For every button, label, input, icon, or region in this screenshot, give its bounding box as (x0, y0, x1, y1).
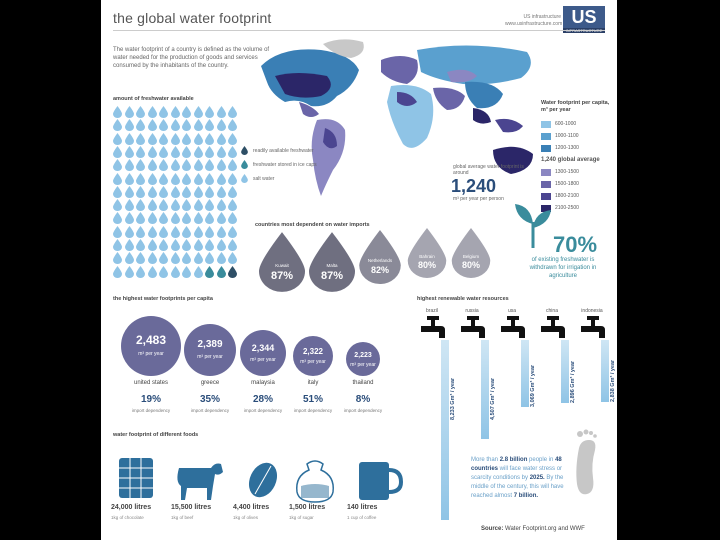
food-label: 1kg of chocolate (111, 515, 144, 520)
water-drop-icon (159, 133, 168, 145)
source-text: Water Footprint.org and WWF (505, 526, 585, 532)
water-drop-icon (136, 252, 145, 264)
water-drop-icon (217, 106, 226, 118)
foods-title: water footprint of different foods (113, 432, 199, 438)
water-drop-icon (194, 252, 203, 264)
renewable-country: china (546, 308, 558, 314)
water-drop-icon (136, 212, 145, 224)
water-drop-icon (205, 226, 214, 238)
water-drop-icon (136, 106, 145, 118)
water-stream (601, 340, 609, 402)
water-drop-icon (182, 173, 191, 185)
water-drop-icon (148, 239, 157, 251)
water-drop-icon (217, 266, 226, 278)
water-drop-icon (148, 159, 157, 171)
import-country: Netherlands (367, 258, 393, 264)
water-stream (481, 340, 489, 439)
coffee-cup-icon (359, 462, 401, 500)
water-drop-icon (194, 133, 203, 145)
import-drop-icon (359, 230, 401, 284)
footprints-title: the highest water footprints per capita (113, 296, 213, 302)
water-drop-icon (136, 146, 145, 158)
renewable-country: indonesia (581, 308, 603, 314)
water-drop-icon (125, 159, 134, 171)
legend-ice-caps: freshwater stored in ice caps (253, 162, 317, 168)
water-drop-icon (182, 106, 191, 118)
footprint-value: 2,483 (135, 332, 167, 347)
footprint-dep-label: import dependency (190, 408, 230, 413)
renewable-country: brazil (426, 308, 438, 314)
water-drop-icon (228, 212, 237, 224)
water-drop-icon (182, 252, 191, 264)
scarcity-text-d: By the middle of the century, this will have reached almost (471, 475, 564, 499)
imports-title: countries most dependent on water imports (255, 222, 370, 228)
tap-icon (541, 316, 565, 342)
map-legend-item (541, 156, 617, 166)
legend-swatch (541, 169, 551, 176)
water-drop-icon (217, 252, 226, 264)
water-drop-icon (194, 119, 203, 131)
tap-icon (461, 316, 485, 342)
drop-icon (241, 146, 248, 155)
legend-swatch (541, 145, 551, 152)
drop-icon (241, 160, 248, 169)
import-drop-icon (407, 228, 447, 278)
water-drop-icon (228, 133, 237, 145)
footprint-country: thailand (352, 380, 374, 386)
renewable-value: 4,507 Gm³ / year (490, 377, 496, 420)
footprint-dep-pct: 19% (140, 394, 161, 405)
drop-icon (241, 174, 248, 183)
water-drop-icon (205, 119, 214, 131)
water-drop-icon (113, 146, 122, 158)
olive-icon (244, 458, 283, 502)
water-drop-icon (113, 159, 122, 171)
water-drop-icon (194, 146, 203, 158)
water-drop-icon (171, 226, 180, 238)
renewable-country: usa (507, 308, 517, 314)
water-drop-icon (182, 119, 191, 131)
legend-salt-water: salt water (253, 176, 275, 182)
import-country: Bahrain (419, 254, 435, 259)
footprints-row (101, 300, 411, 420)
chocolate-icon (119, 458, 153, 498)
water-drop-icon (148, 212, 157, 224)
footprint-dep-pct: 35% (199, 394, 220, 405)
footprint-value: 2,344 (251, 342, 275, 353)
water-drop-icon (194, 266, 203, 278)
water-drop-icon (148, 266, 157, 278)
water-drop-icon (217, 226, 226, 238)
water-drop-icon (159, 106, 168, 118)
water-drop-icon (171, 133, 180, 145)
water-drop-icon (125, 226, 134, 238)
footprint-dep-label: import dependency (131, 408, 171, 413)
water-stream (521, 340, 529, 407)
scarcity-bold-3: 2025. (529, 475, 545, 481)
water-drop-icon (182, 159, 191, 171)
water-drop-icon (171, 146, 180, 158)
water-drop-icon (217, 159, 226, 171)
page-title: the global water footprint (113, 10, 272, 26)
food-value: 4,400 litres (233, 504, 270, 511)
water-drop-icon (125, 239, 134, 251)
scarcity-text-c: will face water stress or scarcity conditions by (471, 466, 563, 481)
water-drop-icon (125, 266, 134, 278)
water-drop-icon (171, 119, 180, 131)
water-drop-icon (228, 106, 237, 118)
scarcity-bold-1: 2.8 billion (499, 457, 528, 463)
water-drop-icon (136, 199, 145, 211)
food-labels (101, 500, 421, 530)
logo-caption: US infrastructure www.usinfrastructure.com (505, 14, 563, 27)
water-drop-icon (228, 199, 237, 211)
legend-swatch (541, 133, 551, 140)
import-drop-icon (309, 232, 355, 292)
tap-icon (501, 316, 525, 342)
footprint-dep-pct: 28% (252, 394, 273, 405)
water-drop-icon (228, 226, 237, 238)
global-average-unit: m³ per year per person (453, 196, 504, 202)
water-drop-icon (171, 173, 180, 185)
water-stream (441, 340, 449, 520)
water-drop-icon (217, 173, 226, 185)
water-drop-icon (182, 266, 191, 278)
scarcity-bold-4: 7 billion. (513, 493, 539, 499)
infographic-sheet (101, 0, 617, 540)
water-drop-icon (228, 159, 237, 171)
water-drop-icon (171, 186, 180, 198)
renewable-value: 3,069 Gm³ / year (530, 364, 536, 408)
food-value: 15,500 litres (171, 504, 212, 511)
water-drop-icon (205, 239, 214, 251)
renewable-value: 8,233 Gm³ / year (450, 377, 456, 420)
water-drop-icon (205, 146, 214, 158)
global-average-label: global average water footprint is around (453, 164, 524, 176)
water-drop-icon (125, 119, 134, 131)
water-drop-icon (136, 226, 145, 238)
water-drop-icon (182, 212, 191, 224)
freshwater-title: amount of freshwater available (113, 96, 194, 102)
water-drop-icon (113, 119, 122, 131)
map-legend-item (541, 144, 617, 154)
water-drop-icon (228, 173, 237, 185)
food-label: 1 cup of coffee (347, 515, 377, 520)
water-drop-icon (194, 186, 203, 198)
water-drop-icon (113, 173, 122, 185)
water-drop-icon (205, 252, 214, 264)
water-drop-icon (205, 186, 214, 198)
water-drop-icon (217, 146, 226, 158)
water-drop-icon (205, 106, 214, 118)
water-drop-icon (159, 199, 168, 211)
water-drop-icon (228, 266, 237, 278)
water-drop-icon (217, 133, 226, 145)
renewable-value: 2,896 Gm³ / year (570, 361, 576, 404)
import-pct: 80% (417, 260, 436, 270)
water-drop-icon (113, 226, 122, 238)
legend-label: 1300-1500 (555, 169, 579, 175)
import-pct: 87% (320, 270, 344, 283)
water-drop-icon (125, 212, 134, 224)
footprint-unit: m³ per year (138, 350, 164, 357)
water-drop-icon (205, 199, 214, 211)
water-drop-icon (182, 199, 191, 211)
footprint-dep-label: import dependency (343, 408, 383, 413)
water-drop-icon (171, 239, 180, 251)
water-drop-icon (136, 133, 145, 145)
water-drop-icon (148, 106, 157, 118)
water-drop-icon (113, 266, 122, 278)
map-legend-item (541, 132, 617, 142)
water-drop-icon (125, 173, 134, 185)
sugar-bag-icon (297, 461, 334, 502)
freshwater-drop-grid (113, 106, 243, 282)
legend-label: 2100-2500 (555, 205, 579, 211)
footprint-value: 2,389 (197, 338, 223, 350)
footprint-circle (346, 342, 380, 376)
water-drop-icon (136, 186, 145, 198)
water-drop-icon (148, 252, 157, 264)
water-drop-icon (148, 226, 157, 238)
water-drop-icon (228, 119, 237, 131)
global-average-value: 1,240 (451, 176, 497, 196)
water-drop-icon (159, 159, 168, 171)
renewable-title: highest renewable water resources (417, 296, 509, 302)
water-drop-icon (194, 106, 203, 118)
import-country: Belgium (462, 254, 480, 259)
water-drop-icon (171, 199, 180, 211)
map-legend-item (541, 168, 617, 178)
plant-icon (513, 200, 553, 250)
footprint-unit: m³ per year (197, 354, 223, 361)
water-drop-icon (205, 133, 214, 145)
source-label: Source: (481, 526, 504, 532)
food-label: 1kg of olives (233, 515, 259, 520)
water-drop-icon (194, 173, 203, 185)
water-drop-icon (171, 212, 180, 224)
water-drop-icon (148, 146, 157, 158)
water-drop-icon (205, 266, 214, 278)
legend-label: 1,240 global average (541, 157, 600, 163)
water-drop-icon (159, 146, 168, 158)
water-drop-icon (125, 106, 134, 118)
footprint-circle (240, 330, 286, 376)
water-drop-icon (217, 186, 226, 198)
water-drop-icon (159, 252, 168, 264)
water-drop-icon (159, 119, 168, 131)
water-drop-icon (194, 199, 203, 211)
legend-label: 1000-1100 (555, 133, 579, 139)
water-drop-icon (136, 159, 145, 171)
water-drop-icon (228, 239, 237, 251)
tap-icon (581, 316, 605, 342)
import-pct: 80% (461, 260, 480, 270)
water-drop-icon (125, 133, 134, 145)
water-drop-icon (217, 212, 226, 224)
water-drop-icon (125, 186, 134, 198)
water-drop-icon (182, 146, 191, 158)
water-drop-icon (113, 199, 122, 211)
water-drop-icon (148, 133, 157, 145)
water-drop-icon (125, 252, 134, 264)
agriculture-text: of existing freshwater is withdrawn for irrigation in agriculture (529, 257, 597, 279)
legend-swatch (541, 121, 551, 128)
water-drop-icon (113, 212, 122, 224)
legend-swatch (541, 193, 551, 200)
water-drop-icon (228, 146, 237, 158)
footprint-country: greece (200, 380, 220, 386)
footprint-dep-label: import dependency (293, 408, 333, 413)
tap-icon (421, 316, 445, 342)
water-drop-icon (182, 239, 191, 251)
legend-label: 1500-1800 (555, 181, 579, 187)
water-drop-icon (171, 159, 180, 171)
import-drop-icon (259, 232, 305, 292)
water-drop-icon (217, 199, 226, 211)
food-label: 1kg of sugar (289, 515, 314, 520)
water-drop-icon (159, 266, 168, 278)
renewable-country: russia (465, 308, 479, 314)
legend-swatch (541, 181, 551, 188)
water-drop-icon (113, 133, 122, 145)
water-drop-icon (171, 252, 180, 264)
agriculture-pct: 70% (553, 232, 598, 257)
water-drop-icon (182, 226, 191, 238)
footprint-dep-label: import dependency (243, 408, 283, 413)
import-pct: 87% (270, 270, 294, 283)
intro-text: The water footprint of a country is defined as the volume of water needed for the production of goods and services consumed by the inhabitants of the country. (113, 47, 270, 69)
legend-label: 1200-1300 (555, 145, 579, 151)
footprint-dep-pct: 8% (355, 394, 371, 405)
water-drop-icon (171, 106, 180, 118)
import-country: Malta (326, 263, 338, 269)
water-drop-icon (205, 159, 214, 171)
water-drop-icon (136, 173, 145, 185)
legend-label: 1800-2100 (555, 193, 579, 199)
water-drop-icon (125, 146, 134, 158)
water-drop-icon (113, 186, 122, 198)
water-drop-icon (182, 133, 191, 145)
scarcity-bold-2: 48 countries (471, 457, 562, 472)
water-drop-icon (194, 239, 203, 251)
scarcity-text-b: people in (527, 457, 556, 463)
water-drop-icon (159, 239, 168, 251)
renewable-value: 2,838 Gm³ / year (610, 359, 616, 403)
water-drop-icon (159, 173, 168, 185)
water-drop-icon (113, 106, 122, 118)
water-drop-icon (171, 266, 180, 278)
footprint-circle (184, 324, 236, 376)
footprint-value: 2,223 (354, 351, 372, 359)
footprint-unit: m³ per year (250, 356, 276, 363)
legend-readily-available: readily available freshwater (253, 148, 314, 154)
footprint-circle (121, 316, 181, 376)
water-drop-icon (159, 212, 168, 224)
map-legend-title: Water footprint per capita, m³ per year (541, 100, 610, 113)
footprint-value: 2,322 (302, 347, 324, 357)
footprint-country: italy (307, 380, 319, 386)
legend-label: 600-1000 (555, 121, 577, 127)
footprint-dep-pct: 51% (302, 394, 323, 405)
water-drop-icon (217, 119, 226, 131)
water-drop-icon (148, 186, 157, 198)
scarcity-text-a: More than (471, 457, 500, 463)
water-drop-icon (205, 212, 214, 224)
import-drop-icon (451, 228, 491, 278)
water-drop-icon (125, 199, 134, 211)
imports-drops (251, 228, 501, 294)
header-divider (113, 30, 605, 31)
water-drop-icon (194, 159, 203, 171)
water-drop-icon (182, 186, 191, 198)
water-stream (561, 340, 569, 403)
water-drop-icon (194, 212, 203, 224)
water-drop-icon (228, 252, 237, 264)
water-drop-icon (136, 266, 145, 278)
food-label: 1kg of beef (171, 515, 194, 520)
water-drop-icon (148, 119, 157, 131)
map-legend-item (541, 180, 617, 190)
food-value: 24,000 litres (111, 504, 152, 511)
map-legend-item (541, 120, 617, 130)
cow-icon (177, 464, 223, 501)
footprint-country: united states (133, 380, 169, 386)
water-drop-icon (159, 186, 168, 198)
water-drop-icon (113, 239, 122, 251)
source-note (481, 526, 585, 532)
water-drop-icon (217, 239, 226, 251)
water-drop-icon (205, 173, 214, 185)
water-drop-icon (194, 226, 203, 238)
food-value: 1,500 litres (289, 504, 326, 511)
world-map (241, 36, 551, 211)
water-drop-icon (228, 186, 237, 198)
import-pct: 82% (370, 264, 389, 275)
footprint-unit: m³ per year (300, 359, 326, 366)
water-drop-icon (148, 199, 157, 211)
scarcity-text (471, 456, 575, 501)
footprint-country: malaysia (251, 380, 275, 386)
water-drop-icon (136, 239, 145, 251)
footprint-circle (293, 336, 333, 376)
logo: US (563, 6, 605, 32)
water-drop-icon (148, 173, 157, 185)
water-drop-icon (159, 226, 168, 238)
food-value: 140 litres (347, 504, 378, 511)
water-drop-icon (136, 119, 145, 131)
water-drop-icon (113, 252, 122, 264)
import-country: Kuwait (275, 263, 289, 269)
footprint-unit: m³ per year (350, 361, 376, 368)
